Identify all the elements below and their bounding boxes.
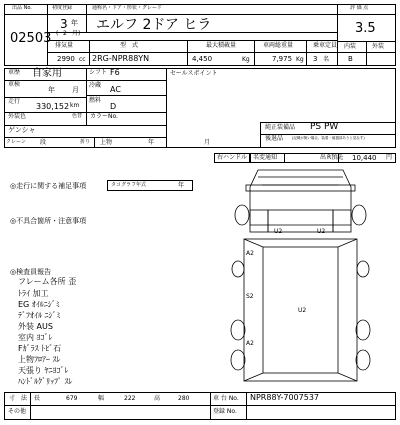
report-line: Fｶﾞﾗｽ ﾄﾋﾞ石 <box>18 344 62 353</box>
hosoku-label: ◎走行に関する補足事項 <box>10 182 87 190</box>
spare-right-wheel <box>357 261 369 277</box>
shuppin-label: 出品 No. <box>12 5 32 11</box>
mileage-value: 330,152 <box>36 102 70 111</box>
width-value: 222 <box>124 395 136 402</box>
shift-value: F6 <box>110 68 120 77</box>
year-unit: 年 <box>71 19 78 27</box>
capacity-value: 3 <box>313 55 318 63</box>
other-label: その他 <box>8 408 27 415</box>
crane-label: クレーン <box>6 139 26 145</box>
windshield <box>258 177 343 185</box>
max-load-value: 4,450 <box>192 55 213 63</box>
rear-left-wheel-1 <box>231 320 245 340</box>
sales-point-label: セールスポイント <box>170 70 218 77</box>
hoken-label: 出 <box>320 154 327 161</box>
mark-a2-lower: A2 <box>246 340 254 347</box>
mileage-unit: km <box>70 102 80 109</box>
tacho-label: タコグラフ年式 <box>111 182 147 188</box>
kohan-note: (記載が無い場合、装着・破損部ありと見なす) <box>292 136 365 140</box>
truck-diagram <box>228 165 373 390</box>
equipment-label: 純正装備品 <box>265 124 296 131</box>
front-right-wheel <box>352 205 366 225</box>
rear-left-wheel-2 <box>231 350 245 370</box>
shuppin-number: 02503 <box>10 31 52 46</box>
rear-right-wheel-2 <box>356 350 370 370</box>
fuel-value: D <box>110 102 117 111</box>
color-no-label: カラーNo. <box>90 113 118 120</box>
report-line: 外装 AUS <box>18 322 53 331</box>
engine-value: 2990 <box>57 55 75 63</box>
shatai-value: 自家用 <box>32 68 62 79</box>
gross-weight-value: 7,975 <box>272 55 293 63</box>
report-line: 上物ﾌﾛｱｰ ｽﾚ <box>18 355 61 364</box>
fuel-label: 燃料 <box>89 97 102 104</box>
color-label: 色替 <box>72 113 83 119</box>
max-load-unit: Kg <box>242 56 250 63</box>
mileage-label: 走行 <box>8 98 21 105</box>
equipment-value: PS PW <box>310 122 339 132</box>
report-line: フレーム各所 歪 <box>18 277 77 286</box>
meigi-label: 名変通知 <box>253 154 278 161</box>
hyoka-value: 3.5 <box>355 21 376 36</box>
front-left-wheel <box>235 205 249 225</box>
front-right-door <box>333 210 351 232</box>
month-unit: 月) <box>72 30 81 37</box>
report-line: ﾊﾝﾄﾞﾙｸﾞﾘｯﾌﾟ ｽﾚ <box>18 377 73 386</box>
model-label: 型 式 <box>120 42 139 49</box>
front-bumper <box>246 185 355 191</box>
tsusho-label: 通称名・ドア・形状・グレード <box>92 5 162 11</box>
crane-ori: 折り <box>80 139 91 145</box>
engine-unit: cc <box>79 56 86 63</box>
shaken-month-unit: 月 <box>72 86 79 94</box>
length-value: 679 <box>66 395 78 402</box>
year-value: 3 <box>60 17 68 31</box>
shift-label: シフト <box>89 69 108 76</box>
chassis-label: 車 台 No. <box>213 395 239 402</box>
capacity-label: 乗車定員 <box>313 42 338 49</box>
chassis-value: NPR88Y-7007537 <box>250 393 319 402</box>
height-unit: 高 <box>154 395 161 402</box>
report-line: ﾄﾗｲ 加工 <box>18 289 49 298</box>
front-left-door <box>250 210 268 232</box>
mark-u2-left: U2 <box>274 228 283 235</box>
uwamono-year: 年 <box>148 139 155 146</box>
fuguai-label: ◎不具合箇所・注意事項 <box>10 217 87 225</box>
shodo-label: 初度登録 <box>52 5 73 11</box>
width-unit: 幅 <box>98 395 105 402</box>
hyoka-label: 評 価 点 <box>350 5 369 11</box>
report-line: EG ｵｲﾙﾆｼﾞﾐ <box>18 300 60 309</box>
tacho-year: 年 <box>178 182 185 189</box>
gross-weight-unit: Kg <box>296 56 304 63</box>
shaken-year-unit: 年 <box>48 86 55 94</box>
report-line: ﾃﾞﾌｵｲﾙ ﾆｼﾞﾐ <box>18 311 61 320</box>
reito-value: AC <box>110 85 121 94</box>
mark-a2-upper: A2 <box>246 250 254 257</box>
mark-u2-bed: U2 <box>298 307 307 314</box>
report-line: 天張り ﾔﾆﾖｺﾞﾚ <box>18 366 69 375</box>
capacity-unit: 名 <box>323 56 330 63</box>
exterior-color-label: 外装色 <box>8 113 27 120</box>
shatai-label: 車歴 <box>8 69 21 76</box>
report-line: 室内 ﾖｺﾞﾚ <box>18 333 53 342</box>
height-value: 280 <box>178 395 190 402</box>
footer-frame <box>4 392 396 420</box>
crane-dan: 段 <box>40 139 47 146</box>
gross-weight-label: 車両総重量 <box>263 42 294 49</box>
shaken-label: 車検 <box>8 81 21 88</box>
kohan-label: 後退品 <box>265 135 284 142</box>
cab-outline <box>250 170 351 225</box>
reito-label: 冷蔵 <box>89 82 102 89</box>
uwamono-label: 上物 <box>100 139 113 146</box>
recycle-label: R預託 <box>327 154 344 161</box>
exterior-color-value: ゲンシャ <box>8 126 36 134</box>
report-label: ◎検査員報告 <box>10 268 52 276</box>
gaiso-label: 外装 <box>372 43 385 50</box>
mark-s2: S2 <box>246 293 254 300</box>
length-unit: 長 <box>34 395 41 402</box>
mark-u2-right: U2 <box>317 228 326 235</box>
naiso-value: B <box>348 55 353 63</box>
toroku-label: 登録 No. <box>213 408 237 415</box>
spare-left-wheel <box>232 261 244 277</box>
naiso-label: 内装 <box>344 43 357 50</box>
engine-label: 排気量 <box>55 42 74 49</box>
uwamono-month: 月 <box>204 139 211 146</box>
recycle-value: 10,440 <box>352 154 377 162</box>
handle-position: 右ハンドル <box>217 154 248 161</box>
car-name: エルフ 2ドア ヒラ <box>96 17 212 33</box>
max-load-label: 最大積載量 <box>206 42 237 49</box>
rear-right-wheel-1 <box>356 320 370 340</box>
recycle-unit: 円 <box>386 154 393 161</box>
dims-label: 寸 法 <box>9 395 28 402</box>
month-open: ( <box>56 30 59 37</box>
model-value: 2RG-NPR88YN <box>92 54 150 63</box>
month-value: 2 <box>63 30 67 37</box>
